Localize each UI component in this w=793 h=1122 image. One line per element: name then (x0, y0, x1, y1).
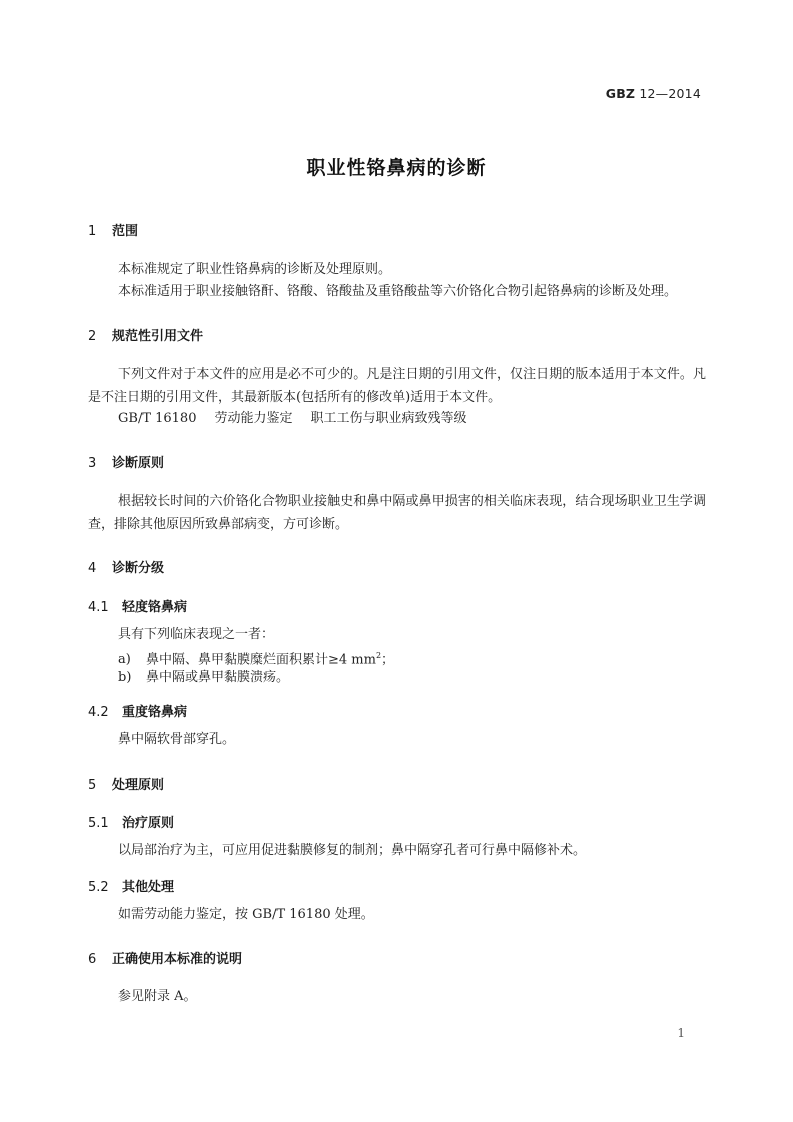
section-6-text: 参见附录 A。 (118, 989, 197, 1004)
list-item-label: a) (118, 652, 131, 668)
reference-title-part-2: 职工工伤与职业病致残等级 (310, 411, 467, 426)
subsection-title: 轻度铬鼻病 (122, 600, 188, 615)
section-number: 1 (88, 224, 97, 239)
standard-code-prefix: GBZ (605, 86, 636, 101)
subsection-title: 治疗原则 (122, 816, 175, 831)
list-item-label: b) (118, 670, 132, 685)
list-item-end: ； (381, 652, 395, 668)
section-title: 正确使用本标准的说明 (112, 952, 243, 967)
section-number: 6 (88, 952, 97, 967)
section-4-1-heading (88, 596, 187, 615)
section-1-heading (88, 220, 138, 239)
list-item-b (118, 667, 289, 689)
standard-code (606, 86, 701, 101)
section-6-heading (88, 948, 242, 967)
section-2-heading (88, 325, 203, 344)
section-3-heading (88, 452, 164, 471)
section-5-2-heading (88, 876, 174, 895)
subsection-number: 4.2 (88, 705, 109, 720)
normative-reference (118, 408, 467, 430)
section-4-1-intro: 具有下列临床表现之一者： (118, 627, 275, 642)
section-5-heading (88, 774, 164, 793)
section-title: 诊断原则 (112, 456, 165, 471)
section-number: 3 (88, 456, 97, 471)
section-4-2-heading (88, 701, 187, 720)
subsection-title: 重度铬鼻病 (122, 705, 188, 720)
section-5-1-heading (88, 812, 174, 831)
section-number: 4 (88, 561, 97, 576)
section-1-line-1: 本标准规定了职业性铬鼻病的诊断及处理原则。 (118, 262, 392, 277)
subsection-number: 5.2 (88, 880, 109, 895)
section-number: 5 (88, 778, 97, 793)
section-title: 范围 (112, 224, 139, 239)
section-4-heading (88, 557, 164, 576)
section-2-paragraph: 下列文件对于本文件的应用是必不可少的。凡是注日期的引用文件，仅注日期的版本适用于本文件。凡是不注日期的引用文件，其最新版本(包括所有的修改单)适用于本文件。 (88, 367, 706, 405)
document-title: 职业性铬鼻病的诊断 (306, 157, 487, 179)
superscript: 2 (375, 651, 382, 660)
list-item-text: 鼻中隔、鼻甲黏膜糜烂面积累计≥4 mm (146, 652, 376, 668)
section-title: 诊断分级 (112, 561, 165, 576)
subsection-number: 4.1 (88, 600, 109, 615)
subsection-number: 5.1 (88, 816, 109, 831)
reference-code: GB/T 16180 (118, 411, 197, 426)
section-title: 处理原则 (112, 778, 165, 793)
section-5-2-text: 如需劳动能力鉴定，按 GB/T 16180 处理。 (118, 907, 374, 922)
subsection-title: 其他处理 (122, 880, 175, 895)
section-title: 规范性引用文件 (112, 329, 204, 344)
list-item-text: 鼻中隔或鼻甲黏膜溃疡。 (146, 670, 290, 685)
section-1-line-2: 本标准适用于职业接触铬酐、铬酸、铬酸盐及重铬酸盐等六价铬化合物引起铬鼻病的诊断及处理。 (118, 284, 678, 299)
section-number: 2 (88, 329, 97, 344)
section-4-2-text: 鼻中隔软骨部穿孔。 (118, 732, 236, 747)
section-3-paragraph: 根据较长时间的六价铬化合物职业接触史和鼻中隔或鼻甲损害的相关临床表现，结合现场职业卫生学调查，排除其他原因所致鼻部病变，方可诊断。 (88, 494, 706, 532)
section-5-1-text: 以局部治疗为主，可应用促进黏膜修复的制剂；鼻中隔穿孔者可行鼻中隔修补术。 (118, 843, 587, 858)
page-number: 1 (677, 1026, 685, 1040)
reference-title-part-1: 劳动能力鉴定 (214, 411, 293, 426)
standard-code-number: 12—2014 (639, 86, 701, 101)
